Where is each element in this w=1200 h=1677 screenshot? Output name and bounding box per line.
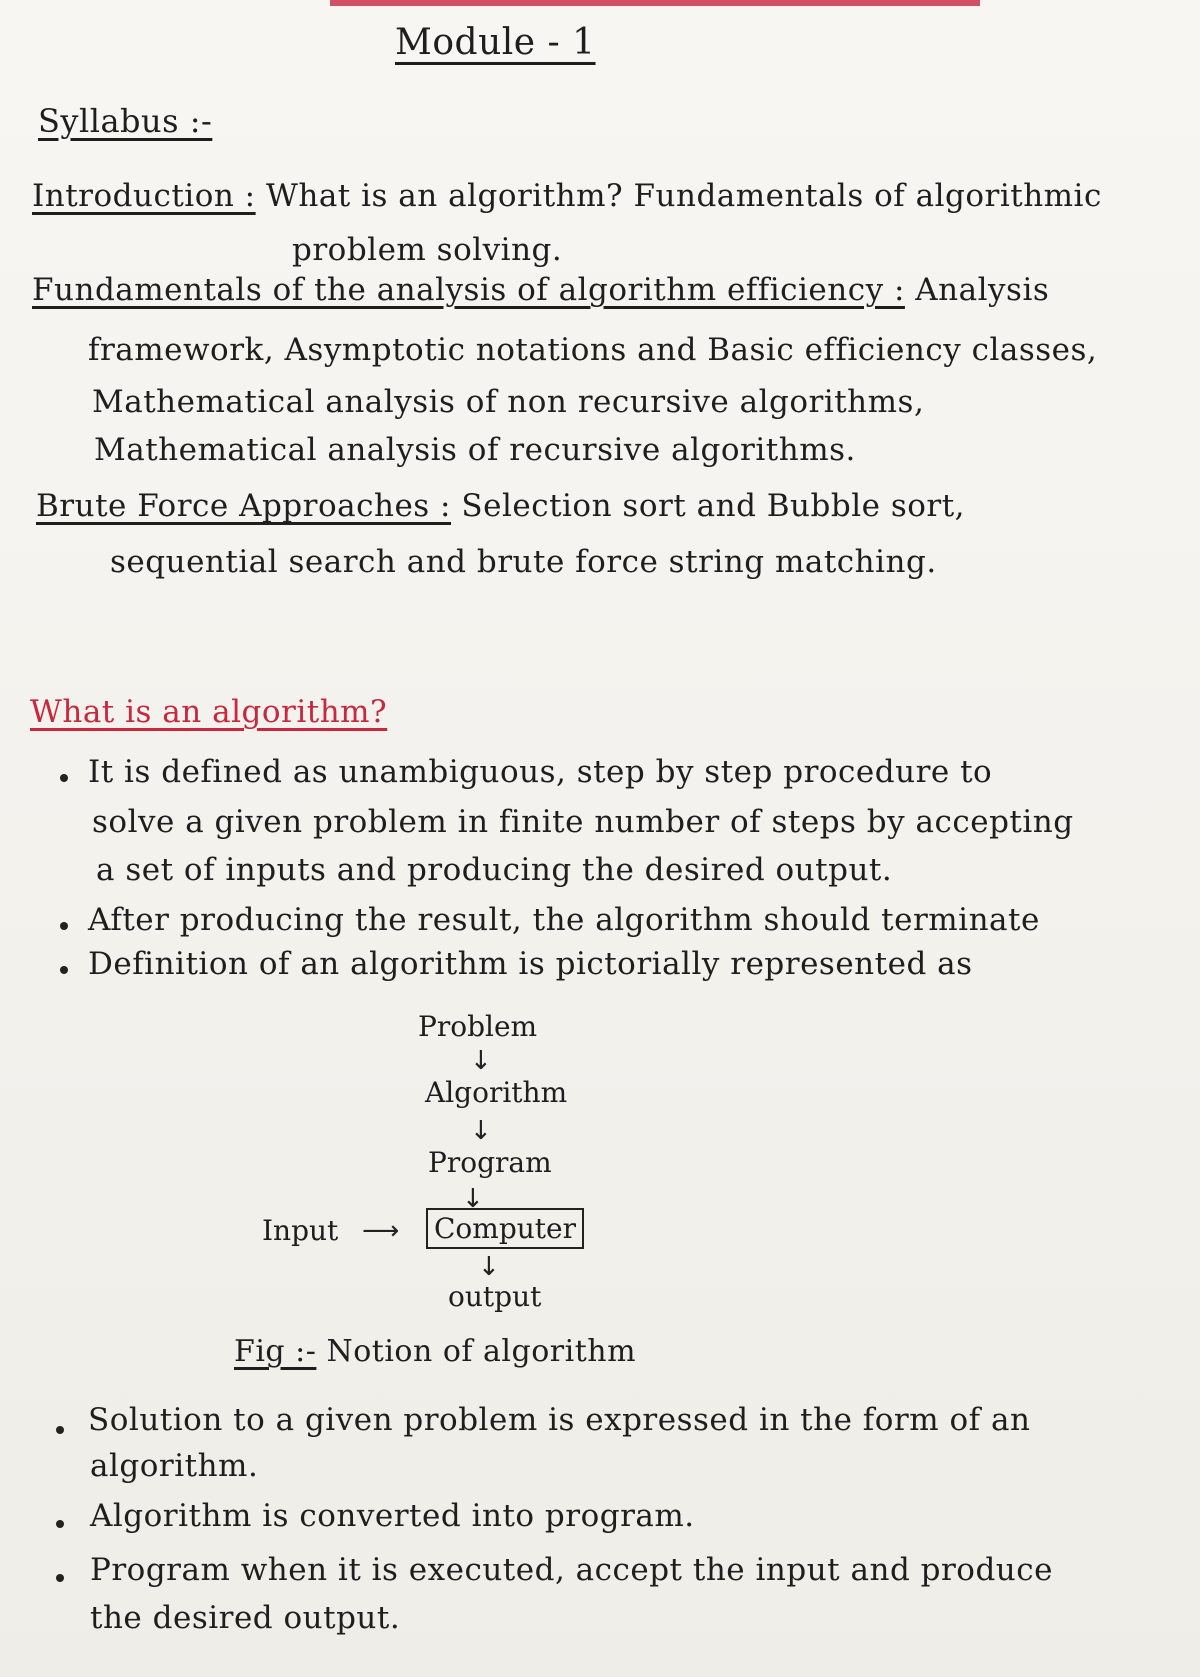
brute-force-line <box>36 488 965 524</box>
diagram-program: Program <box>428 1146 552 1179</box>
note-1: Solution to a given problem is expressed in the form of an <box>88 1402 1031 1438</box>
intro-text: What is an algorithm? Fundamentals of algorithmic <box>265 178 1102 214</box>
note-3-cont: the desired output. <box>90 1600 401 1636</box>
fundamentals-text-1: framework, Asymptotic notations and Basic efficiency classes, <box>88 332 1098 368</box>
fundamentals-text-2: Mathematical analysis of non recursive algorithms, <box>92 384 925 420</box>
section-bullet-3: Definition of an algorithm is pictorially represented as <box>88 946 973 982</box>
section-bullet-1: It is defined as unambiguous, step by step procedure to <box>88 754 993 790</box>
fundamentals-label: Fundamentals of the analysis of algorithm efficiency : <box>32 272 905 308</box>
bullet-dot <box>56 1520 64 1528</box>
fundamentals-line <box>32 272 1049 308</box>
syllabus-heading: Syllabus :- <box>38 102 213 140</box>
fundamentals-text-3: Mathematical analysis of recursive algorithms. <box>94 432 856 468</box>
top-red-band <box>330 0 980 6</box>
diagram-problem: Problem <box>418 1010 538 1043</box>
down-arrow-icon: ↓ <box>470 1116 492 1146</box>
down-arrow-icon: ↓ <box>462 1184 484 1214</box>
section-bullet-1-cont2: a set of inputs and producing the desired output. <box>96 852 893 888</box>
diagram-computer-box: Computer <box>426 1208 584 1249</box>
intro-label: Introduction : <box>32 178 256 214</box>
figure-caption-text: Notion of algorithm <box>326 1334 637 1369</box>
page-title: Module - 1 <box>395 22 596 63</box>
bullet-dot <box>60 774 68 782</box>
diagram-output: output <box>448 1280 542 1313</box>
figure-caption-label: Fig :- <box>234 1334 317 1369</box>
brute-force-text-1: sequential search and brute force string matching. <box>110 544 937 580</box>
brute-force-label: Brute Force Approaches : <box>36 488 451 524</box>
intro-line <box>32 178 1102 214</box>
fundamentals-text: Analysis <box>915 272 1050 308</box>
bullet-dot <box>56 1574 64 1582</box>
note-2: Algorithm is converted into program. <box>90 1498 695 1534</box>
note-3: Program when it is executed, accept the input and produce <box>90 1552 1053 1588</box>
bullet-dot <box>60 966 68 974</box>
note-1-cont: algorithm. <box>90 1448 259 1484</box>
section-bullet-2: After producing the result, the algorithm should terminate <box>88 902 1040 938</box>
down-arrow-icon: ↓ <box>478 1252 500 1282</box>
diagram-algorithm: Algorithm <box>425 1076 568 1109</box>
figure-caption <box>234 1334 636 1369</box>
bullet-dot <box>56 1426 64 1434</box>
brute-force-text: Selection sort and Bubble sort, <box>461 488 966 524</box>
intro-text-2: problem solving. <box>292 232 563 268</box>
section-heading: What is an algorithm? <box>30 694 388 730</box>
diagram-input: Input <box>262 1214 339 1247</box>
right-arrow-icon: ⟶ <box>362 1216 400 1246</box>
section-bullet-1-cont: solve a given problem in finite number of steps by accepting <box>92 804 1074 840</box>
down-arrow-icon: ↓ <box>470 1046 492 1076</box>
bullet-dot <box>60 922 68 930</box>
